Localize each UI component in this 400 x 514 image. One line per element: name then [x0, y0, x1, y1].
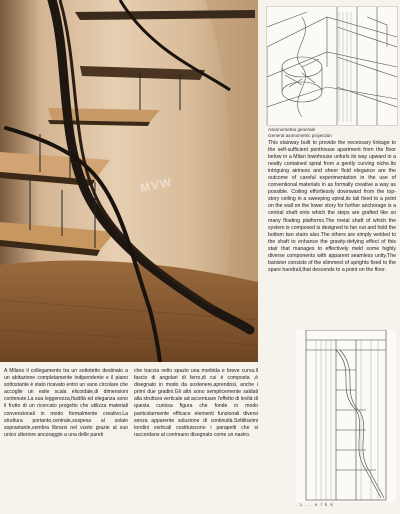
- drawing-caption: [268, 127, 396, 138]
- page-number: L ... e l k k: [300, 502, 334, 507]
- caption-english: General axonometric projection: [268, 132, 332, 138]
- italian-text-column-2: che traccia nello spazio una morbida e breve curva.Il fascio di angolari di ferro,di cui è composta ,è disegnato in modo da sostenere,aprendosi, anche i primi due gradini.Gli altri sono semplicemente saldati alla struttura verticale ad accentuare l'effetto di levità di questa curiosa figura che fonde in modo particolarmente efficace elementi funzionali diversi senza apparente soluzione di continuità.Sottilissimi tondini verticali costituiscono i parapetti che si raccordano al corrimano disegnato come un nastro.: [134, 368, 258, 438]
- section-drawing: [296, 330, 396, 502]
- section-graphic: [296, 330, 396, 502]
- caption-italian: Assonometria generale: [268, 127, 316, 132]
- italian-text-column-1: A Milano il collegamento tra un sottotetto destinato a un abitazione completamente indipendente e il piano sottostante è stato ricavato entro un vano circolare che accoglie un esile scala elicoidale,di dimensioni contenute.La sua leggerezza,fluidità ed eleganza sono il frutto di un ricercato progetto che utilizza materiali convenzionali in modo formalmente creativo.La struttura portante,centrale,sospesa al solaio soprastante,sembra librarsi nel vuoto grazie al suo unico ulteriore ancoraggio a una delle pareti: [4, 368, 128, 438]
- english-description: This stairway built to provide the necessary linkage to the self-sufficient penthouse apartment from the floor below in a Milan townhouse unfurls its way upward in a neatly contained spiral from a gently curving niche.Its intriguing airiness and sheer fluid elegance are the outcome of careful experimentation in the use of conventional materials in as formally creative a way as possible. Coiling effortlessly downward from the top-story ceiling in a sweeping spiral,its tail fixed to a point on the wall on the lower story for further anchorage is a central shaft onto which the steps are grafted like so many floating platforms.The metal shaft of which the system is composed is designed to fan out and hold the bottom two stairs also.The others are simply welded to the shaft to enhance the gravity-defying effect of this stair that manages to effectively meld some highly diverse components with apparent seamless unity.The banister consists of the slimmest of uprights fixed to the spare handrail,that descends to a point on the floor.: [268, 140, 396, 273]
- stair-photo-graphic: [0, 0, 258, 362]
- watermark: MVW: [138, 174, 174, 196]
- axonometric-drawing: [266, 6, 398, 126]
- stair-photo: [0, 0, 258, 362]
- axonometric-graphic: [267, 7, 397, 125]
